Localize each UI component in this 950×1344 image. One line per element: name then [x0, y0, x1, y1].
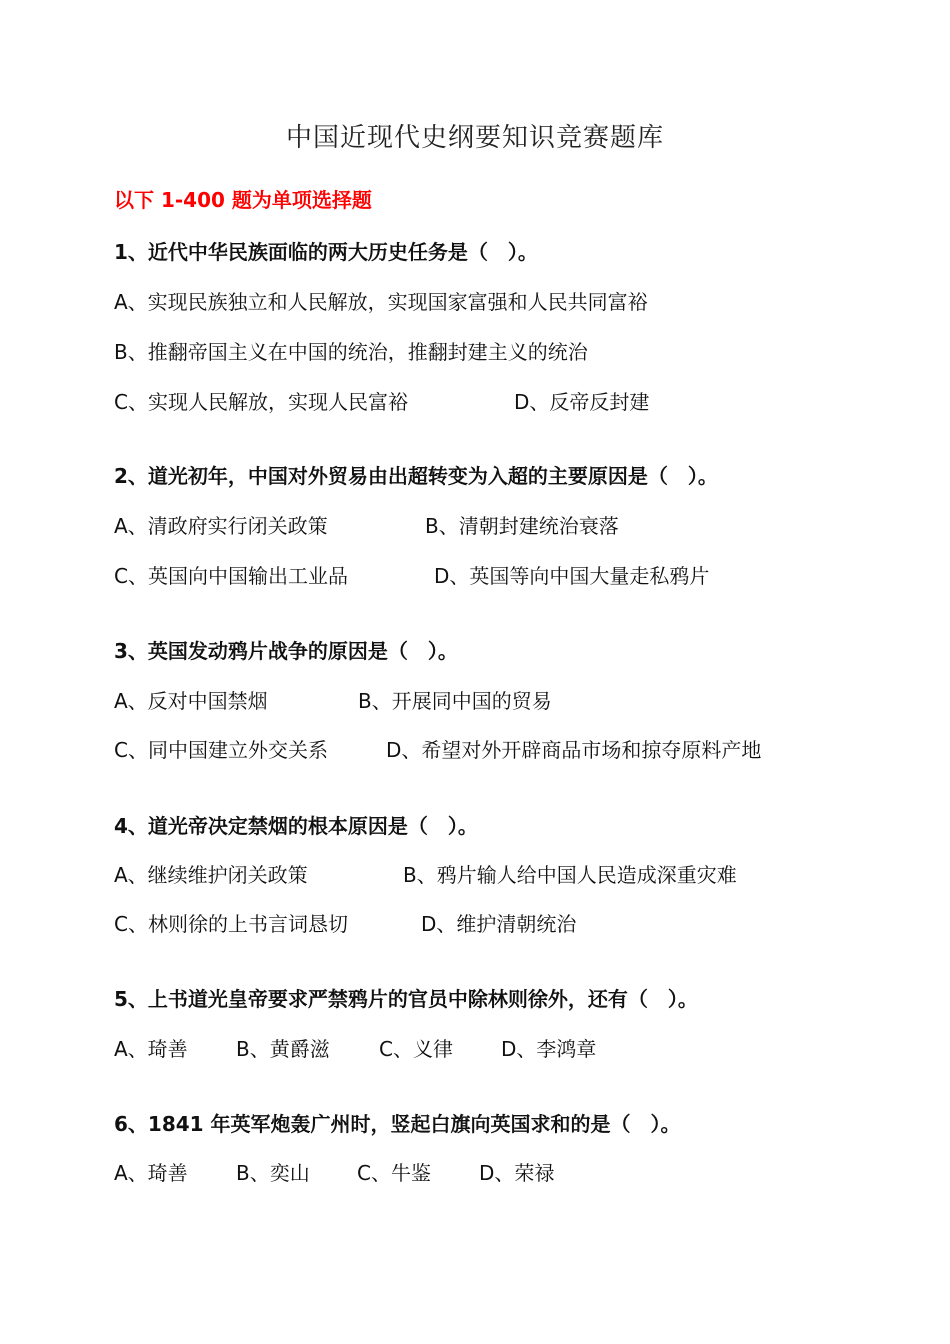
- question-1-option-d: D、反帝反封建: [514, 390, 650, 414]
- question-5-option-d: D、李鸿章: [501, 1037, 597, 1061]
- question-2-option-a: A、清政府实行闭关政策: [114, 514, 328, 538]
- question-2-option-c: C、英国向中国输出工业品: [114, 564, 348, 588]
- question-2-option-b: B、清朝封建统治衰落: [425, 514, 619, 538]
- question-1-stem: 1、近代中华民族面临的两大历史任务是（ ）。: [114, 240, 538, 264]
- question-6-option-c: C、牛鉴: [357, 1161, 431, 1185]
- question-4-option-c: C、林则徐的上书言词恳切: [114, 912, 348, 936]
- question-4-row-cd: [114, 908, 834, 936]
- question-3-row-cd: [114, 734, 834, 762]
- question-3-stem: 3、英国发动鸦片战争的原因是（ ）。: [114, 639, 458, 663]
- question-4-option-b: B、鸦片输人给中国人民造成深重灾难: [403, 863, 737, 887]
- question-4-option-a: A、继续维护闭关政策: [114, 863, 308, 887]
- question-4-stem: 4、道光帝决定禁烟的根本原因是（ ）。: [114, 814, 478, 838]
- question-5-option-b: B、黄爵滋: [236, 1037, 330, 1061]
- question-2-option-d: D、英国等向中国大量走私鸦片: [434, 564, 710, 588]
- question-1-option-c: C、实现人民解放，实现人民富裕: [114, 390, 408, 414]
- question-6-option-a: A、琦善: [114, 1161, 188, 1185]
- question-5-row-abcd: [114, 1033, 834, 1061]
- question-2-stem: 2、道光初年，中国对外贸易由出超转变为入超的主要原因是（ ）。: [114, 464, 718, 488]
- question-5-stem: 5、上书道光皇帝要求严禁鸦片的官员中除林则徐外，还有（ ）。: [114, 987, 698, 1011]
- question-5-option-a: A、琦善: [114, 1037, 188, 1061]
- question-1-row-cd: [114, 386, 834, 414]
- question-4-option-d: D、维护清朝统治: [421, 912, 577, 936]
- question-3-option-d: D、希望对外开辟商品市场和掠夺原料产地: [386, 738, 762, 762]
- section-heading: 以下 1-400 题为单项选择题: [114, 188, 372, 212]
- question-4-row-ab: [114, 859, 834, 887]
- question-6-option-d: D、荣禄: [479, 1161, 555, 1185]
- question-2-row-ab: [114, 510, 834, 538]
- question-1-option-a: A、实现民族独立和人民解放，实现国家富强和人民共同富裕: [114, 290, 648, 314]
- question-6-stem: 6、1841 年英军炮轰广州时，竖起白旗向英国求和的是（ ）。: [114, 1112, 681, 1136]
- question-5-option-c: C、义律: [379, 1037, 453, 1061]
- document-title: 中国近现代史纲要知识竞赛题库: [285, 123, 664, 153]
- question-6-option-b: B、奕山: [236, 1161, 310, 1185]
- question-3-option-b: B、开展同中国的贸易: [358, 689, 552, 713]
- question-3-option-a: A、反对中国禁烟: [114, 689, 268, 713]
- question-3-option-c: C、同中国建立外交关系: [114, 738, 328, 762]
- question-1-option-b: B、推翻帝国主义在中国的统治，推翻封建主义的统治: [114, 340, 588, 364]
- question-3-row-ab: [114, 685, 834, 713]
- question-6-row-abcd: [114, 1157, 834, 1185]
- question-2-row-cd: [114, 560, 834, 588]
